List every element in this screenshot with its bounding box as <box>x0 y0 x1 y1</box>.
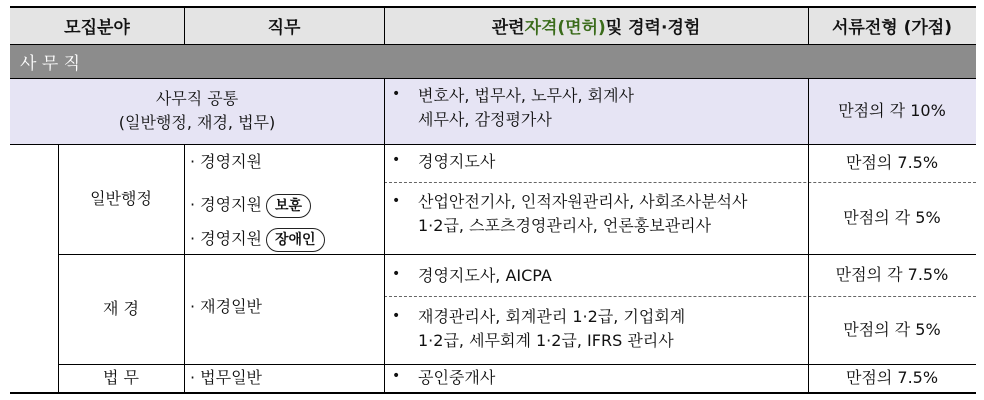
section-row <box>10 44 976 78</box>
header-field: 모집분야 <box>64 17 130 38</box>
col-divider <box>808 78 809 392</box>
header-divider <box>10 44 976 45</box>
row-divider <box>58 254 976 255</box>
table-border-bottom <box>10 392 976 394</box>
job-management-support-disabled: · 경영지원 장애인 <box>190 227 325 252</box>
general-admin-score-1: 만점의 7.5% <box>845 153 939 172</box>
finance-qual-1: 경영지도사, AICPA <box>418 266 552 285</box>
general-admin-score-2: 만점의 각 5% <box>843 208 941 227</box>
col-divider <box>384 78 385 392</box>
dashed-divider <box>384 182 976 183</box>
col-divider <box>384 6 385 44</box>
bullet: • <box>392 193 401 209</box>
legal-qual: 공인중개사 <box>418 368 496 387</box>
bullet: • <box>392 152 401 168</box>
header-job: 직무 <box>267 17 301 38</box>
finance-score-1: 만점의 각 7.5% <box>835 265 949 284</box>
veterans-badge: 보훈 <box>266 194 311 218</box>
col-divider <box>808 6 809 44</box>
section-title: 사 무 직 <box>20 53 81 74</box>
common-score: 만점의 각 10% <box>838 101 946 120</box>
general-admin-qual-2: 산업안전기사, 인적자원관리사, 사회조사분석사 1·2급, 스포츠경영관리사, 언론홍보관리사 <box>418 192 748 235</box>
header-qualification: 관련 자격(면허) 및 경력·경험 <box>384 6 808 44</box>
field-legal: 법 무 <box>103 368 139 387</box>
dashed-divider <box>384 296 976 297</box>
bullet: • <box>392 308 401 324</box>
bullet: • <box>392 266 401 282</box>
job-finance-general: · 재경일반 <box>190 297 262 316</box>
job-management-support: · 경영지원 <box>190 152 262 171</box>
row-divider <box>58 364 976 365</box>
common-label: 사무직 공통 (일반행정, 재경, 법무) <box>118 89 276 132</box>
header-qualification-highlight: 자격(면허) <box>524 17 606 38</box>
general-admin-qual-1: 경영지도사 <box>418 152 496 171</box>
col-divider <box>184 144 185 392</box>
col-divider <box>58 144 59 392</box>
field-general-admin: 일반행정 <box>90 189 152 208</box>
finance-qual-2: 재경관리사, 회계관리 1·2급, 기업회계 1·2급, 세무회계 1·2급, IFRS 관리사 <box>418 307 686 350</box>
col-divider <box>184 6 185 44</box>
job-management-support-veterans: · 경영지원 보훈 <box>190 193 311 218</box>
row-divider <box>10 78 976 79</box>
header-score: 서류전형 (가점) <box>832 17 952 38</box>
row-divider <box>10 144 976 145</box>
bullet: • <box>392 368 401 384</box>
common-qualifications: 변호사, 법무사, 노무사, 회계사 세무사, 감정평가사 <box>418 86 634 129</box>
legal-score: 만점의 7.5% <box>845 368 939 387</box>
job-legal-general: · 법무일반 <box>190 368 262 387</box>
finance-score-2: 만점의 각 5% <box>843 320 941 339</box>
table-border-top <box>10 6 976 8</box>
bullet: • <box>392 86 401 102</box>
disabled-badge: 장애인 <box>266 228 325 252</box>
field-finance: 재 경 <box>103 299 139 318</box>
